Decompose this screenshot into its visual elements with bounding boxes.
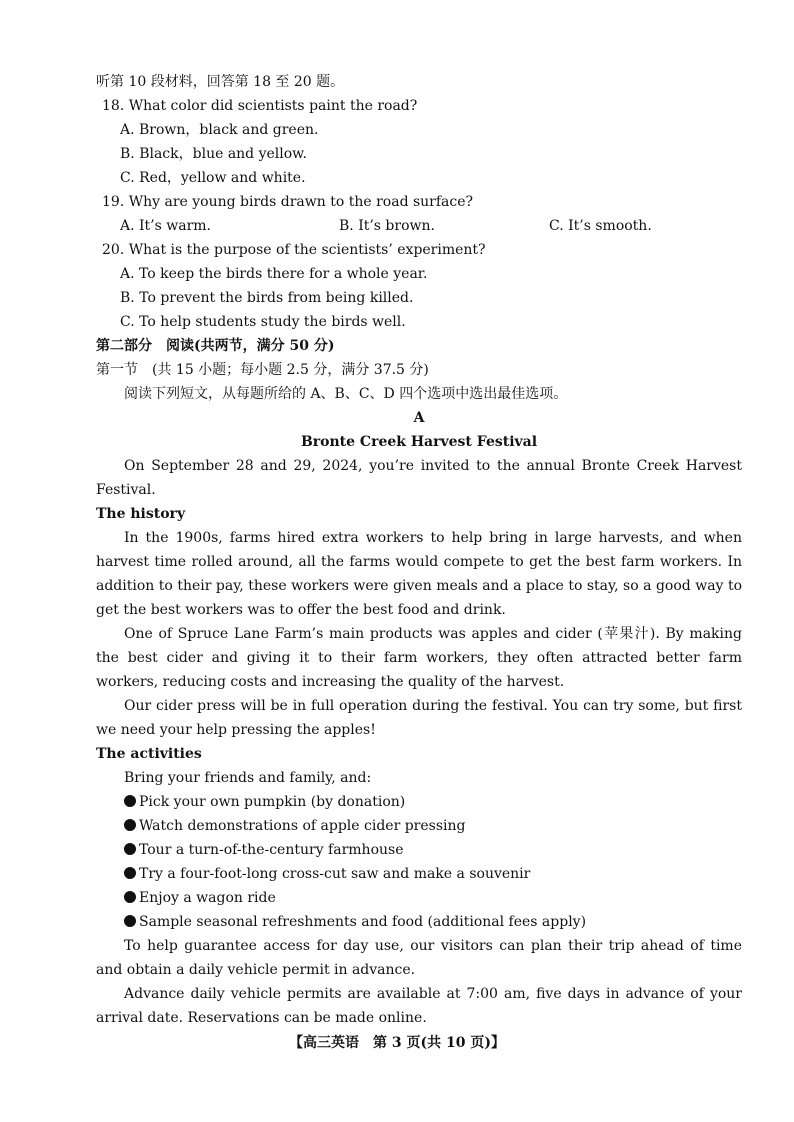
activity-item: Enjoy a wagon ride xyxy=(96,886,742,910)
activity-item: Watch demonstrations of apple cider pressing xyxy=(96,814,742,838)
bullet-icon xyxy=(124,915,136,927)
q19-option-a: A. It’s warm. xyxy=(120,218,211,234)
reading-instruction: 阅读下列短文，从每题所给的 A、B、C、D 四个选项中选出最佳选项。 xyxy=(124,386,568,402)
question-18: 18. What color did scientists paint the road? xyxy=(102,98,418,114)
activity-item: Pick your own pumpkin (by donation) xyxy=(96,790,742,814)
activity-item: Sample seasonal refreshments and food (additional fees apply) xyxy=(96,910,742,934)
listening-intro: 听第 10 段材料，回答第 18 至 20 题。 xyxy=(96,74,345,90)
bullet-icon xyxy=(124,867,136,879)
q20-option-b: B. To prevent the birds from being killed. xyxy=(120,290,414,306)
passage-letter: A xyxy=(413,410,425,426)
history-heading: The history xyxy=(96,506,186,522)
part-two-title: 第二部分 阅读(共两节，满分 50 分) xyxy=(96,338,335,354)
activities-heading: The activities xyxy=(96,746,202,762)
activity-item: Tour a turn-of-the-century farmhouse xyxy=(96,838,742,862)
permit-paragraph-1: To help guarantee access for day use, our visitors can plan their trip ahead of time and obtain a daily vehicle permit in advance. xyxy=(96,938,742,978)
history-paragraph-2: One of Spruce Lane Farm’s main products was apples and cider (苹果汁). By making the best cider and giving it to their farm workers, they often attracted better farm workers, reducing costs and increasing the quality of the harvest. xyxy=(96,626,742,690)
bullet-icon xyxy=(124,795,136,807)
q20-option-a: A. To keep the birds there for a whole year. xyxy=(120,266,428,282)
question-19: 19. Why are young birds drawn to the road surface? xyxy=(102,194,474,210)
q18-option-b: B. Black，blue and yellow. xyxy=(120,146,307,162)
exam-page xyxy=(96,70,742,1030)
q18-option-c: C. Red，yellow and white. xyxy=(120,170,306,186)
q19-option-c: C. It’s smooth. xyxy=(549,218,652,234)
page-footer: 【高三英语 第 3 页(共 10 页)】 xyxy=(289,1035,505,1051)
bullet-icon xyxy=(124,891,136,903)
q20-option-c: C. To help students study the birds well. xyxy=(120,314,406,330)
section-one-title: 第一节 (共 15 小题；每小题 2.5 分，满分 37.5 分) xyxy=(96,362,429,378)
q18-option-a: A. Brown，black and green. xyxy=(120,122,319,138)
question-20: 20. What is the purpose of the scientists’ experiment? xyxy=(102,242,486,258)
history-paragraph-3: Our cider press will be in full operation during the festival. You can try some, but first we need your help pressing the apples! xyxy=(96,698,742,738)
activity-item: Try a four-foot-long cross-cut saw and make a souvenir xyxy=(96,862,742,886)
activities-intro: Bring your friends and family, and: xyxy=(124,770,372,786)
history-paragraph-1: In the 1900s, farms hired extra workers to help bring in large harvests, and when harvest time rolled around, all the farms would compete to get the best farm workers. In addition to their pay, these workers were given meals and a place to stay, so a good way to get the best workers was to offer the best food and drink. xyxy=(96,530,742,618)
q19-option-b: B. It’s brown. xyxy=(339,218,435,234)
intro-paragraph: On September 28 and 29, 2024, you’re invited to the annual Bronte Creek Harvest Festival. xyxy=(96,458,742,498)
bullet-icon xyxy=(124,819,136,831)
q19-options xyxy=(96,214,742,238)
permit-paragraph-2: Advance daily vehicle permits are available at 7:00 am, five days in advance of your arrival date. Reservations can be made online. xyxy=(96,986,742,1026)
bullet-icon xyxy=(124,843,136,855)
passage-title: Bronte Creek Harvest Festival xyxy=(300,434,538,450)
